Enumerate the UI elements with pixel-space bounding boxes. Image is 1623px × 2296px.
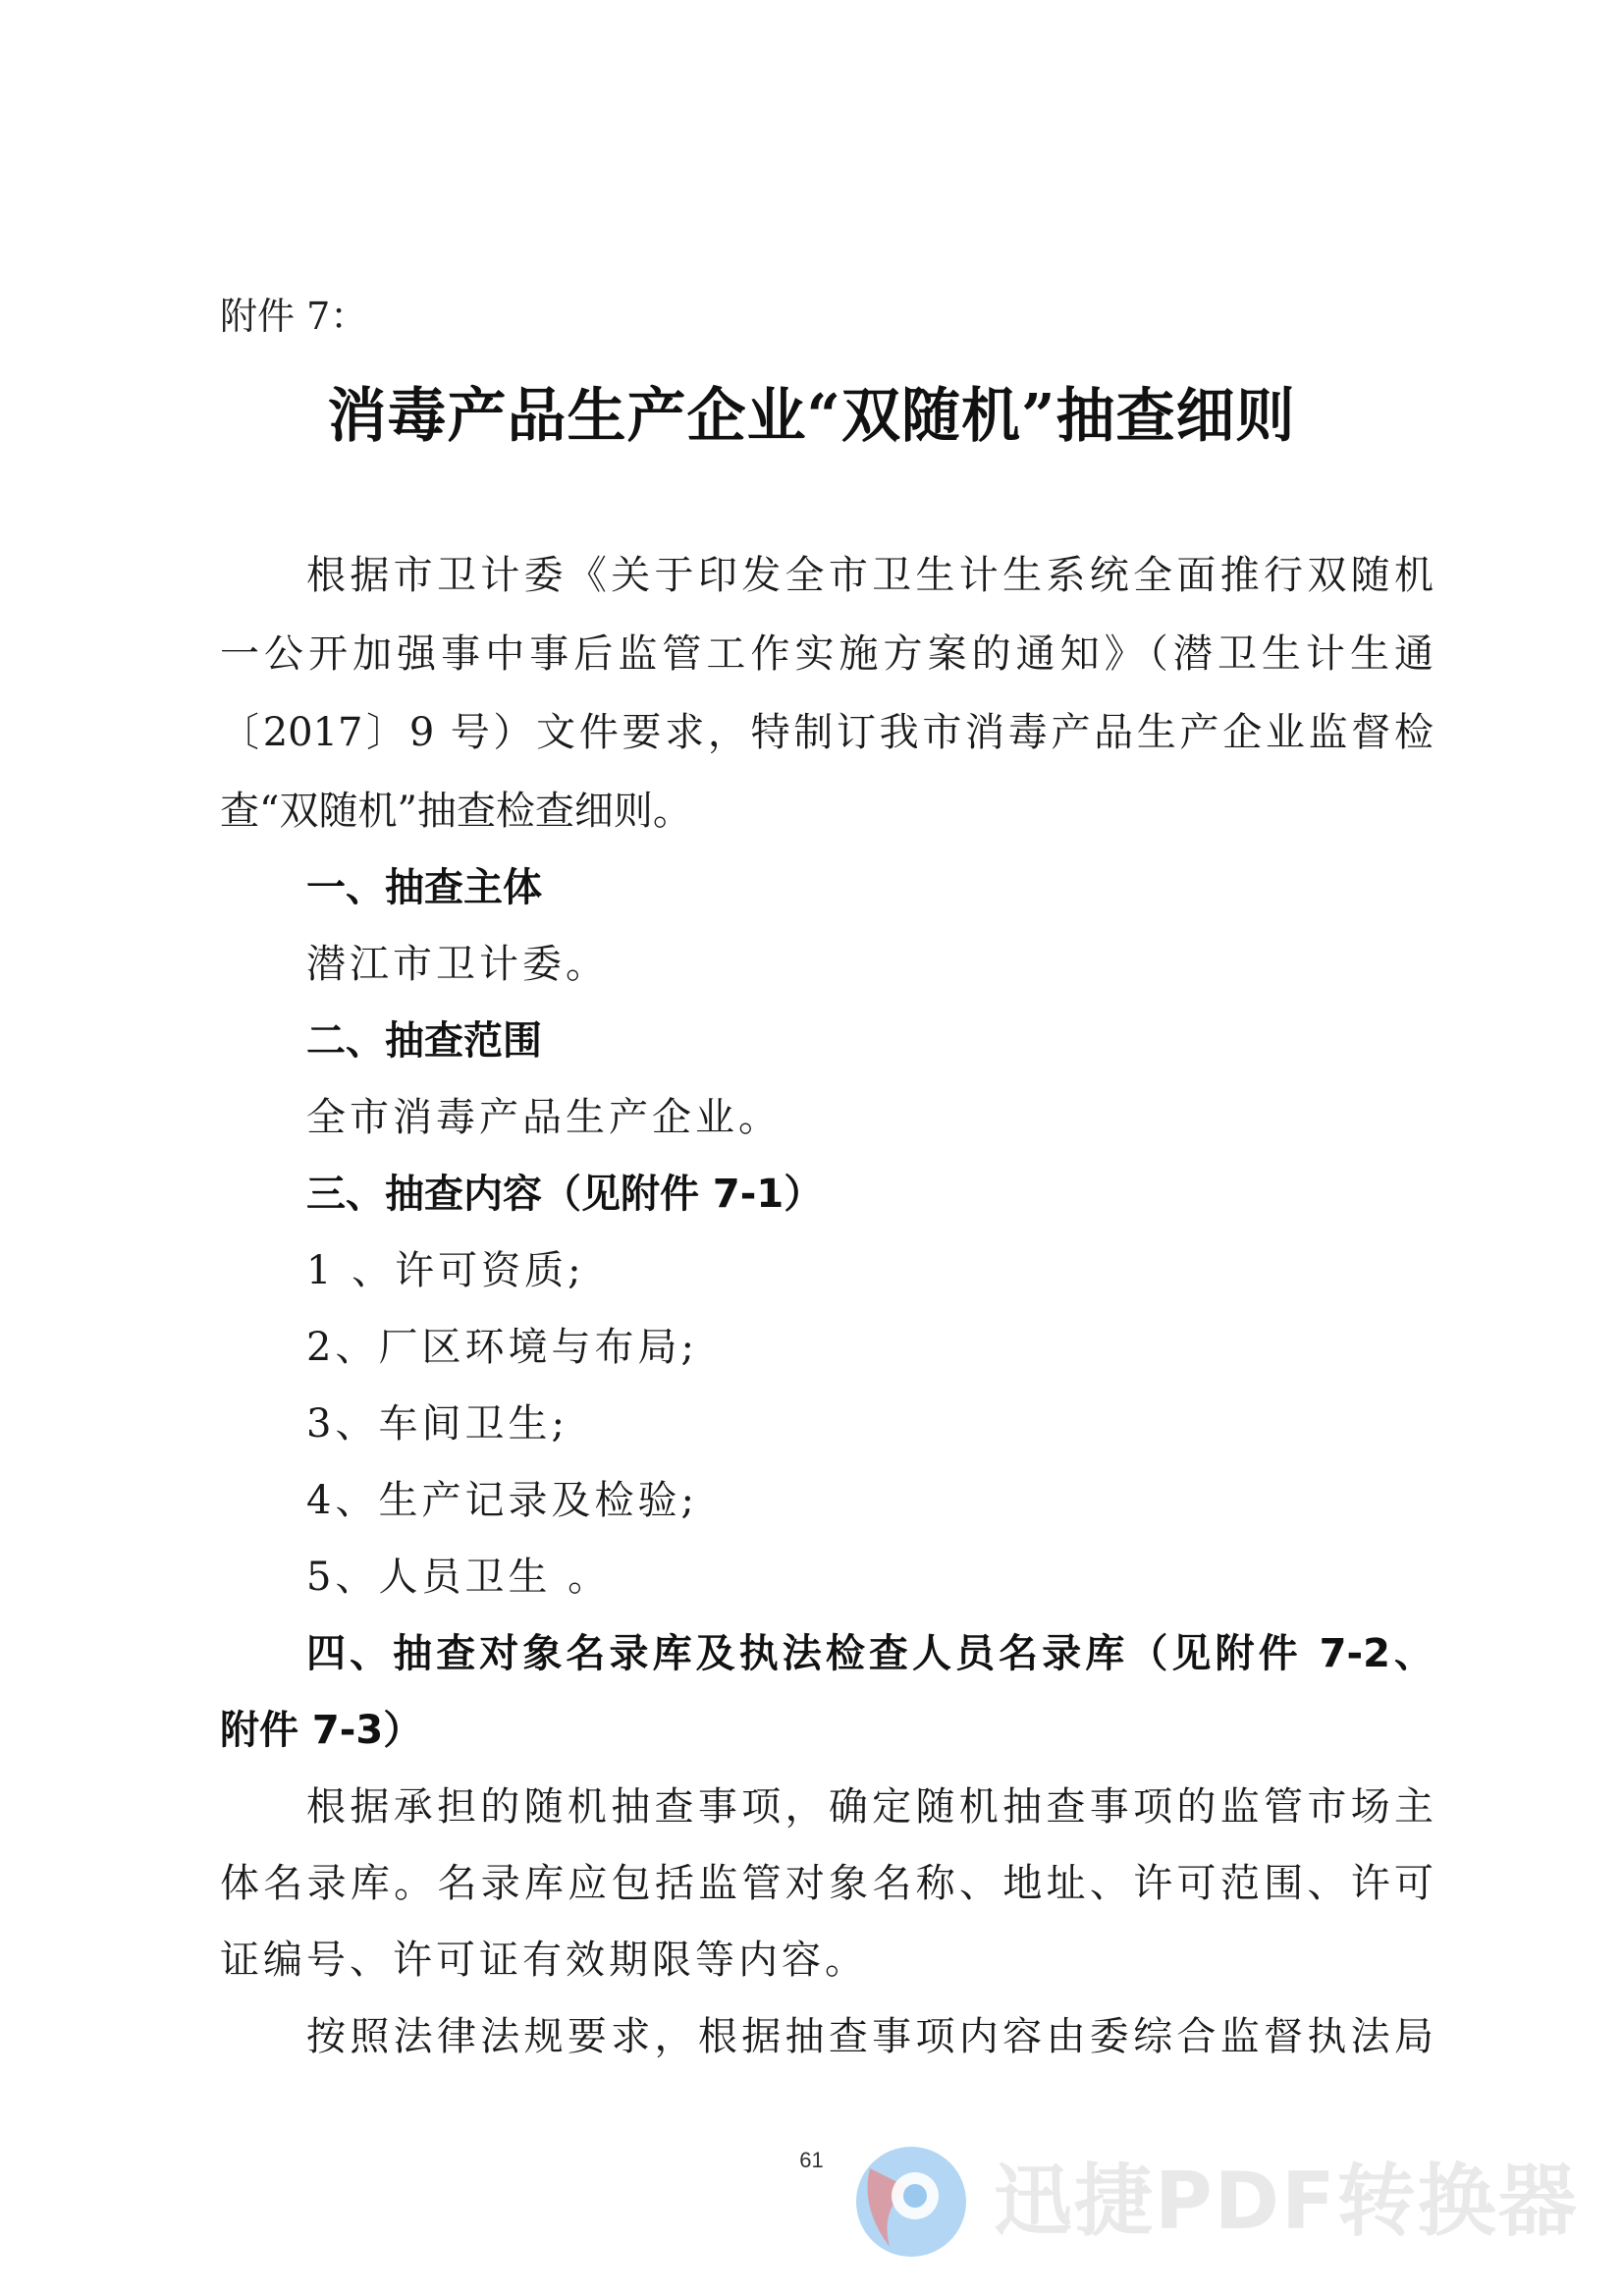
paragraph-line: 证编号、许可证有效期限等内容。	[220, 1938, 868, 1983]
intro-line: 一公开加强事中事后监管工作实施方案的通知》（潜卫生计生通	[220, 631, 1434, 677]
section-heading: 二、抽查范围	[306, 1018, 542, 1064]
document-title: 消毒产品生产企业“双随机”抽查细则	[327, 382, 1296, 451]
paragraph-line: 体名录库。名录库应包括监管对象名称、地址、许可范围、许可	[220, 1861, 1434, 1906]
section-text: 全市消毒产品生产企业。	[306, 1095, 782, 1140]
attachment-label: 附件 7：	[220, 295, 368, 338]
paragraph-line: 根据承担的随机抽查事项，确定随机抽查事项的监管市场主	[306, 1784, 1434, 1830]
section-heading: 四、抽查对象名录库及执法检查人员名录库（见附件 7-2、	[306, 1631, 1434, 1676]
paragraph-line: 按照法律法规要求，根据抽查事项内容由委综合监督执法局	[306, 2014, 1434, 2059]
section-text: 潜江市卫计委。	[306, 942, 609, 987]
watermark	[840, 2139, 1606, 2267]
intro-line: 根据市卫计委《关于印发全市卫生计生系统全面推行双随机	[306, 553, 1434, 598]
page-number: 61	[799, 2148, 824, 2172]
section-heading-continued: 附件 7-3）	[220, 1708, 423, 1753]
pdf-converter-logo-icon	[840, 2139, 978, 2267]
list-item: 1 、许可资质;	[306, 1248, 585, 1293]
list-item: 2、厂区环境与布局;	[306, 1325, 698, 1370]
list-item: 3、车间卫生;	[306, 1401, 568, 1447]
section-heading: 三、抽查内容（见附件 7-1）	[306, 1172, 824, 1217]
intro-line: 〔2017〕9 号）文件要求，特制订我市消毒产品生产企业监督检	[220, 710, 1434, 755]
intro-line: 查“双随机”抽查检查细则。	[220, 789, 692, 834]
list-item: 4、生产记录及检验;	[306, 1478, 698, 1523]
list-item: 5、人员卫生 。	[306, 1555, 612, 1600]
watermark-text: 迅捷PDF转换器	[994, 2156, 1579, 2247]
section-heading: 一、抽查主体	[306, 865, 542, 910]
